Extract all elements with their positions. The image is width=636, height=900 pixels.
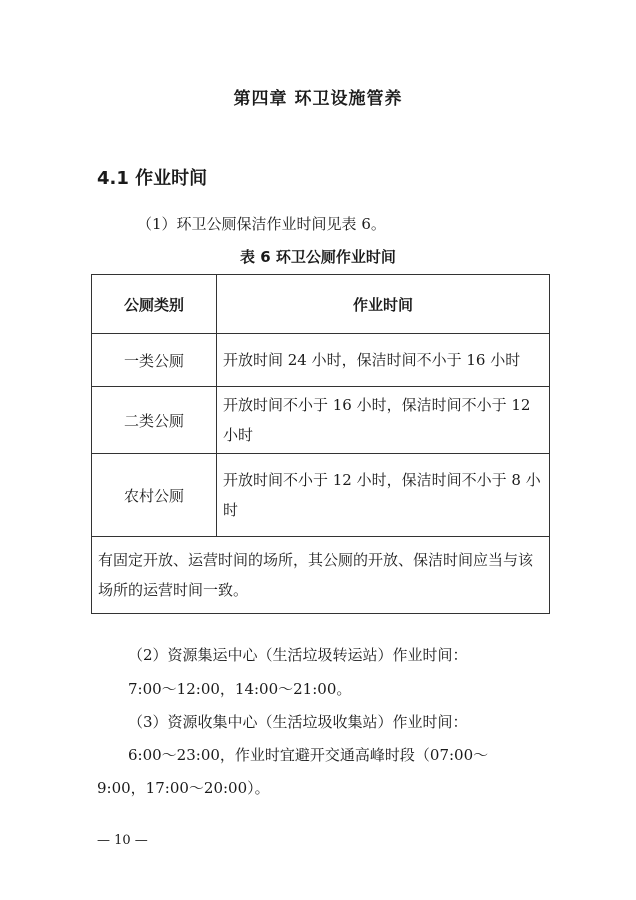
row-hours: 开放时间不小于 16 小时，保洁时间不小于 12 小时 — [217, 387, 550, 454]
table-note: 有固定开放、运营时间的场所，其公厕的开放、保洁时间应当与该场所的运营时间一致。 — [92, 537, 550, 614]
row-category: 一类公厕 — [92, 334, 217, 387]
paragraph-3-line-1: 6:00～23:00，作业时宜避开交通高峰时段（07:00～ — [128, 746, 489, 764]
paragraph-1: （1）环卫公厕保洁作业时间见表 6。 — [137, 215, 386, 233]
row-hours: 开放时间 24 小时，保洁时间不小于 16 小时 — [217, 334, 550, 387]
paragraph-2-time: 7:00～12:00，14:00～21:00。 — [128, 680, 352, 698]
table-header-row — [92, 275, 550, 334]
toilet-hours-table — [91, 274, 550, 614]
row-category: 农村公厕 — [92, 454, 217, 537]
table-caption: 表 6 环卫公厕作业时间 — [240, 248, 396, 266]
paragraph-2: （2）资源集运中心（生活垃圾转运站）作业时间： — [128, 646, 468, 664]
table-note-row — [92, 537, 550, 614]
header-category: 公厕类别 — [92, 275, 217, 334]
table-row — [92, 454, 550, 537]
paragraph-3-line-2: 9:00，17:00～20:00）。 — [97, 779, 270, 797]
paragraph-3: （3）资源收集中心（生活垃圾收集站）作业时间： — [128, 713, 468, 731]
table-row — [92, 334, 550, 387]
page-number: — 10 — — [97, 833, 148, 848]
chapter-title: 第四章 环卫设施管养 — [233, 89, 403, 109]
row-category: 二类公厕 — [92, 387, 217, 454]
header-hours: 作业时间 — [217, 275, 550, 334]
table-row — [92, 387, 550, 454]
section-heading: 4.1 作业时间 — [97, 168, 208, 189]
row-hours: 开放时间不小于 12 小时，保洁时间不小于 8 小时 — [217, 454, 550, 537]
